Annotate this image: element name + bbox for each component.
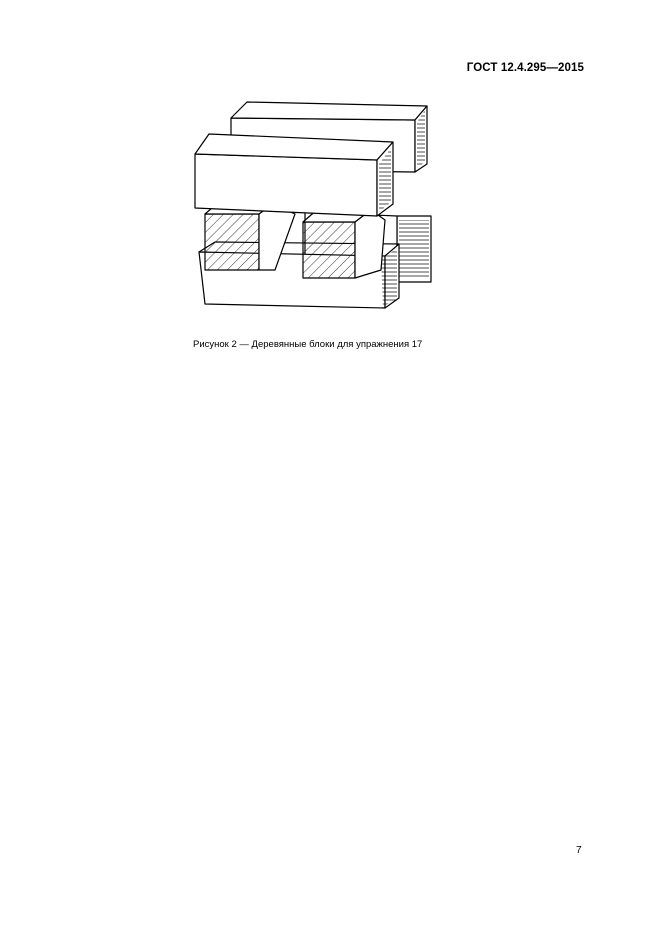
- figure-wooden-blocks: [185, 94, 440, 312]
- standard-code-header: ГОСТ 12.4.295—2015: [466, 62, 584, 74]
- block-middle-right: [303, 208, 385, 278]
- page-number: 7: [576, 845, 582, 856]
- figure-caption: Рисунок 2 — Деревянные блоки для упражнения 17: [193, 339, 423, 350]
- block-top-front: [195, 134, 393, 216]
- wooden-blocks-illustration: [185, 94, 440, 312]
